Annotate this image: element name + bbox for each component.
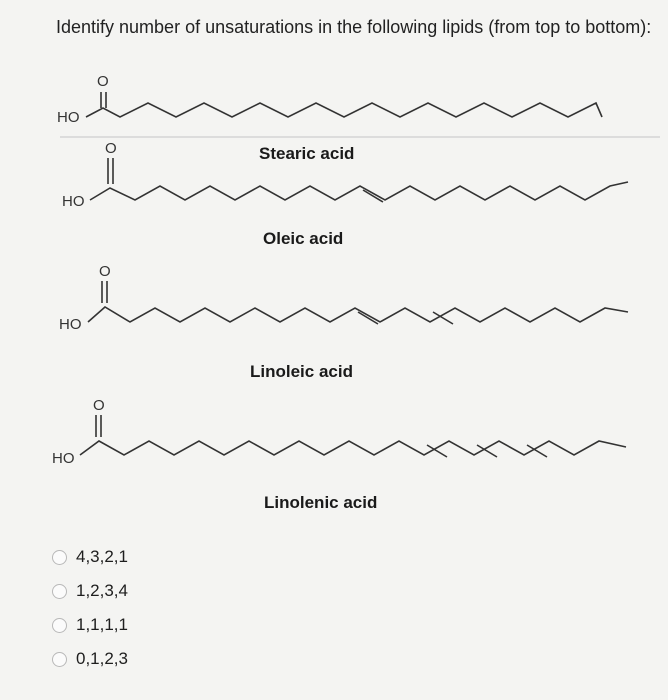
option-label: 1,2,3,4 bbox=[76, 581, 128, 600]
answer-options bbox=[52, 540, 128, 676]
carbon-chain bbox=[80, 441, 626, 455]
double-bond bbox=[363, 190, 383, 202]
option-3[interactable] bbox=[52, 608, 128, 642]
option-4[interactable] bbox=[52, 642, 128, 676]
radio-button[interactable] bbox=[52, 652, 67, 667]
carbonyl-oxygen-label: O bbox=[97, 73, 109, 90]
question-text: Identify number of unsaturations in the following lipids (from top to bottom): bbox=[56, 17, 652, 37]
lipid-name-oleic: Oleic acid bbox=[263, 229, 344, 248]
radio-button[interactable] bbox=[52, 584, 67, 599]
option-1[interactable] bbox=[52, 540, 128, 574]
lipid-name-stearic: Stearic acid bbox=[259, 144, 355, 163]
carbonyl-oxygen-label: O bbox=[99, 263, 111, 280]
double-bond bbox=[358, 312, 378, 324]
carbon-chain bbox=[86, 103, 602, 117]
radio-button[interactable] bbox=[52, 550, 67, 565]
carbon-chain bbox=[90, 182, 628, 200]
lipid-name-linoleic: Linoleic acid bbox=[250, 362, 353, 381]
linolenic-acid-structure bbox=[52, 397, 626, 467]
carbon-chain bbox=[88, 307, 628, 322]
hydroxyl-label: HO bbox=[57, 109, 80, 126]
option-label: 0,1,2,3 bbox=[76, 649, 128, 668]
stearic-acid-structure bbox=[57, 73, 602, 126]
option-label: 4,3,2,1 bbox=[76, 547, 128, 566]
divider bbox=[60, 136, 660, 138]
lipid-name-linolenic: Linolenic acid bbox=[264, 493, 378, 512]
hydroxyl-label: HO bbox=[52, 450, 75, 467]
carbonyl-oxygen-label: O bbox=[93, 397, 105, 414]
option-label: 1,1,1,1 bbox=[76, 615, 128, 634]
radio-button[interactable] bbox=[52, 618, 67, 633]
hydroxyl-label: HO bbox=[59, 316, 82, 333]
option-2[interactable] bbox=[52, 574, 128, 608]
hydroxyl-label: HO bbox=[62, 193, 85, 210]
carbonyl-oxygen-label: O bbox=[105, 140, 117, 157]
linoleic-acid-structure bbox=[59, 263, 628, 333]
